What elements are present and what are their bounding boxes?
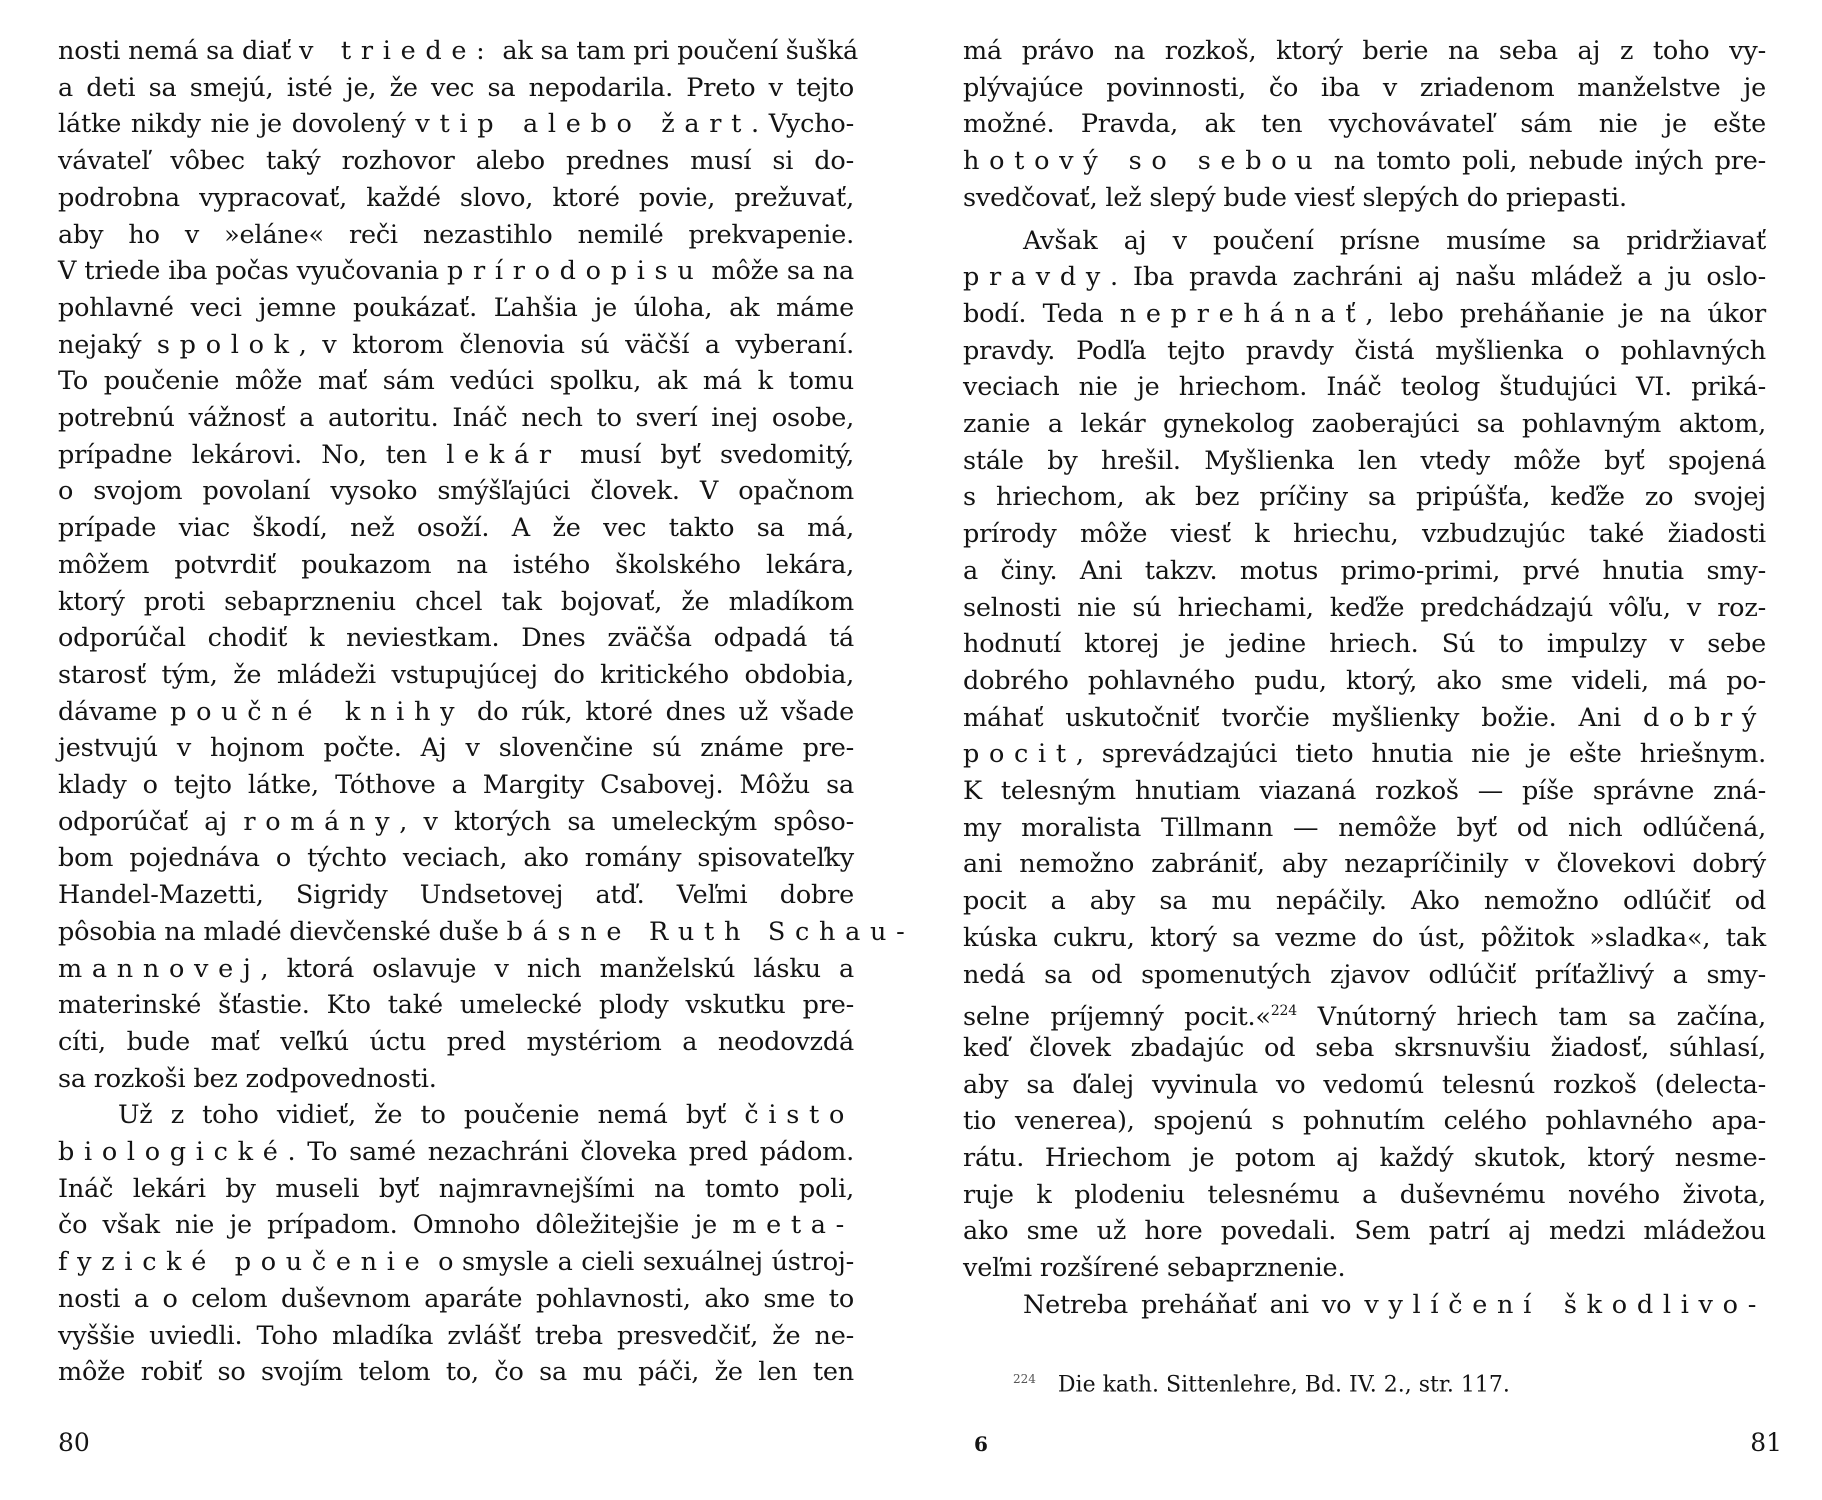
text-run: môže robiť so svojím telom to, čo sa mu páči, že len ten	[58, 1357, 854, 1388]
text-run: o smysle a cieli sexuálnej ústroj-	[429, 1247, 855, 1278]
text-run: aby ho v »eláne« reči nezastihlo nemilé prekvapenie.	[58, 219, 854, 250]
text-run: prípade viac škodí, než osoží. A že vec takto sa má,	[58, 513, 854, 544]
text-run: cíti, bude mať veľkú úctu pred mystériom a neodovzdá	[58, 1026, 854, 1057]
text-run: , lebo preháňanie je na úkor	[1365, 298, 1766, 329]
spaced-emphasis: prírodopisu	[446, 256, 704, 287]
text-line	[58, 143, 854, 180]
text-run: látke nikdy nie je dovolený	[58, 109, 416, 140]
spaced-emphasis: básne Ruth Schau-	[506, 916, 915, 947]
text-line	[58, 584, 854, 621]
text-line	[963, 957, 1766, 994]
spaced-emphasis: pravdy	[963, 262, 1110, 293]
text-line	[58, 327, 854, 364]
text-line	[58, 987, 854, 1024]
text-run: Už z toho vidieť, že to poučenie nemá byť	[118, 1100, 745, 1131]
text-line	[58, 620, 854, 657]
footnote-reference: 224	[1270, 1003, 1297, 1020]
spaced-emphasis: biologické	[58, 1137, 288, 1167]
text-run: ktorý proti sebaprzneniu chcel tak bojovať, že mladíkom	[58, 586, 854, 617]
text-run: hodnutí ktorej je jedine hriech. Sú to impulzy v sebe	[963, 629, 1766, 660]
spaced-emphasis: fyzické poučenie	[58, 1247, 430, 1278]
text-line	[963, 33, 1766, 70]
text-run: pravdy. Podľa tejto pravdy čistá myšlienka o pohlavných	[963, 335, 1766, 366]
text-run: musí byť svedomitý,	[560, 439, 855, 470]
text-run: do rúk, ktoré dnes už všade	[464, 696, 854, 727]
text-run: o svojom povolaní vysoko smýšľajúci človek. V opačnom	[58, 476, 854, 507]
text-run: klady o tejto látke, Tóthove a Margity Csabovej. Môžu sa	[58, 770, 854, 800]
text-line	[58, 106, 854, 143]
text-line	[963, 846, 1766, 883]
text-run: selnosti nie sú hriechami, keďže predchádzajú vôľu, v roz-	[963, 592, 1766, 623]
text-run: odporúčať aj	[58, 806, 244, 837]
text-line	[58, 180, 854, 217]
text-line	[963, 810, 1766, 847]
text-line	[58, 1171, 854, 1208]
spaced-emphasis: v triede:	[299, 36, 495, 66]
text-run: jestvujú v hojnom počte. Aj v slovenčine sú známe pre-	[58, 733, 854, 764]
text-line	[963, 223, 1766, 260]
text-line	[963, 479, 1766, 516]
text-run: dobrého pohlavného pudu, ktorý, ako sme videli, má po-	[963, 665, 1766, 696]
text-line	[58, 290, 854, 327]
text-run: . To samé nezachráni človeka pred pádom.	[287, 1137, 854, 1167]
text-run: nedá sa od spomenutých zjavov odlúčiť príťažlivý a smy-	[963, 959, 1766, 990]
spaced-emphasis: poučné knihy	[170, 696, 465, 727]
text-line	[963, 443, 1766, 480]
text-line	[58, 767, 854, 804]
text-line	[963, 663, 1766, 700]
text-run: veciach nie je hriechom. Ináč teolog študujúci VI. priká-	[963, 372, 1766, 403]
text-run: ak sa tam pri poučení šušká	[494, 36, 859, 66]
text-line	[58, 804, 854, 841]
text-line	[58, 547, 854, 584]
page-number-right: 81	[1750, 1428, 1782, 1457]
text-run: sa rozkoši bez zodpovednosti.	[58, 1063, 437, 1094]
text-run: keď človek zbadajúc od seba skrsnuvšiu žiadosť, súhlasí,	[963, 1032, 1766, 1063]
text-line	[58, 1354, 854, 1391]
text-run: Avšak aj v poučení prísne musíme sa pridržiavať	[1023, 225, 1766, 256]
text-line	[963, 1103, 1766, 1140]
text-line	[58, 877, 854, 914]
text-run: Vnútorný hriech tam sa začína,	[1296, 1002, 1767, 1033]
spaced-emphasis: lekár	[446, 439, 561, 470]
text-run: odporúčal chodiť k neviestkam. Dnes zväčša odpadá tá	[58, 623, 854, 654]
text-line	[58, 33, 859, 70]
text-line	[58, 510, 854, 547]
page-number-left: 80	[58, 1428, 90, 1457]
text-line	[963, 333, 1766, 370]
text-line	[963, 106, 1766, 143]
spaced-emphasis: spolok	[156, 329, 299, 360]
text-run: ani nemožno zabrániť, aby nezapríčinily v človekovi dobrý	[963, 849, 1766, 880]
text-run: , ktorá oslavuje v nich manželskú lásku a	[260, 953, 854, 984]
text-line	[58, 694, 854, 731]
text-line	[58, 1024, 854, 1061]
text-run: má právo na rozkoš, ktorý berie na seba aj z toho vy-	[963, 36, 1766, 66]
text-line	[963, 736, 1766, 773]
footnote-text: Die kath. Sittenlehre, Bd. IV. 2., str. 117.	[1057, 1372, 1510, 1398]
text-run: potrebnú vážnosť a autoritu. Ináč nech to sverí inej osobe,	[58, 403, 854, 433]
text-run: dávame	[58, 696, 171, 727]
text-line	[58, 217, 854, 254]
text-run: prírody môže viesť k hriechu, vzbudzujúc také žiadosti	[963, 519, 1766, 550]
spaced-emphasis: pocit	[963, 739, 1076, 770]
text-run: prípadne lekárovi. No, ten	[58, 439, 447, 470]
text-run: vávateľ vôbec taký rozhovor alebo prednes musí si do-	[58, 146, 854, 177]
text-run: máhať uskutočniť tvorčie myšlienky božie. Ani	[963, 702, 1643, 733]
text-line	[963, 920, 1766, 957]
text-run: Netreba preháňať ani vo	[1023, 1289, 1365, 1320]
text-run: . Vycho-	[751, 109, 854, 140]
text-run: selne príjemný pocit.«	[963, 1002, 1271, 1033]
text-line	[58, 70, 854, 107]
printer-signature-mark: 6	[974, 1432, 988, 1456]
text-run: veľmi rozšírené sebaprznenie.	[963, 1253, 1346, 1284]
text-run: kúska cukru, ktorý sa vezme do úst, pôžitok »sladka«, tak	[963, 922, 1766, 953]
spaced-emphasis: vylíčení škodlivo-	[1364, 1289, 1766, 1320]
text-run: s hriechom, ak bez príčiny sa pripúšťa, keďže zo svojej	[963, 482, 1766, 513]
text-line	[963, 70, 1766, 107]
spaced-emphasis: dobrý	[1642, 702, 1766, 733]
text-run: bom pojednáva o týchto veciach, ako romány spisovateľky	[58, 843, 854, 874]
text-run: pohlavné veci jemne poukázať. Ľahšia je úloha, ak máme	[58, 292, 854, 323]
text-run: vyššie uviedli. Toho mladíka zvlášť treba presvedčiť, že ne-	[58, 1320, 854, 1351]
footnote-marker: 224	[1013, 1372, 1036, 1386]
text-line	[58, 473, 854, 510]
text-line	[963, 143, 1766, 180]
text-run: svedčovať, lež slepý bude viesť slepých do priepasti.	[963, 182, 1627, 213]
text-line	[963, 773, 1766, 810]
text-run: To poučenie môže mať sám vedúci spolku, ak má k tomu	[58, 366, 854, 397]
text-run: môžem potvrdiť poukazom na istého školského lekára,	[58, 549, 854, 580]
text-line	[963, 1287, 1766, 1324]
text-line	[963, 1067, 1766, 1104]
spaced-emphasis: hotový so sebou	[963, 146, 1323, 177]
text-line	[963, 700, 1766, 737]
text-line	[963, 993, 1767, 1033]
text-run: na tomto poli, nebude iných pre-	[1322, 146, 1766, 177]
text-run: nosti nemá sa diať	[58, 36, 300, 66]
text-run: Handel-Mazetti, Sigridy Undsetovej atď. Veľmi dobre	[58, 880, 854, 911]
text-run: , v ktorých sa umeleckým spôso-	[399, 806, 854, 837]
text-line	[963, 883, 1766, 920]
text-line	[58, 1061, 854, 1098]
spaced-emphasis: čisto	[744, 1100, 854, 1131]
text-run: pôsobia na mladé dievčenské duše	[58, 916, 507, 947]
text-run: starosť tým, že mládeži vstupujúcej do kritického obdobia,	[58, 659, 854, 690]
text-run: ruje k plodeniu telesnému a duševnému nového života,	[963, 1179, 1766, 1210]
left-page	[58, 0, 915, 1500]
text-line	[963, 296, 1766, 333]
text-run: , v ktorom členovia sú väčší a vyberaní.	[298, 329, 854, 360]
spaced-emphasis: meta-	[732, 1210, 854, 1241]
text-run: Ináč lekári by museli byť najmravnejšími na tomto poli,	[58, 1173, 854, 1204]
text-line	[963, 1213, 1766, 1250]
text-line	[58, 914, 915, 951]
text-line	[58, 1134, 854, 1171]
text-line	[963, 1250, 1766, 1287]
text-line	[963, 180, 1766, 217]
text-run: my moralista Tillmann — nemôže byť od nich odlúčená,	[963, 812, 1766, 843]
text-line	[58, 400, 854, 437]
text-line	[58, 951, 854, 988]
text-line	[58, 1281, 854, 1318]
text-run: rátu. Hriechom je potom aj každý skutok, ktorý nesme-	[963, 1143, 1766, 1173]
text-run: materinské šťastie. Kto také umelecké plody vskutku pre-	[58, 990, 854, 1021]
spaced-emphasis: vtip alebo žart	[415, 109, 752, 140]
text-line	[58, 657, 854, 694]
text-run: nejaký	[58, 329, 157, 360]
text-line	[963, 626, 1766, 663]
text-line	[58, 363, 854, 400]
text-run: a činy. Ani takzv. motus primo-primi, prvé hnutia smy-	[963, 555, 1766, 586]
text-line	[963, 259, 1766, 296]
text-line	[58, 1097, 854, 1134]
text-line	[58, 840, 854, 877]
text-run: V triede iba počas vyučovania	[58, 256, 447, 287]
text-line	[963, 1177, 1766, 1214]
text-run: a deti sa smejú, isté je, že vec sa nepodarila. Preto v tejto	[58, 72, 854, 103]
text-run: aby sa ďalej vyvinula vo vedomú telesnú rozkoš (delecta-	[963, 1069, 1766, 1100]
text-line	[963, 1030, 1766, 1067]
text-line	[58, 730, 854, 767]
text-run: možné. Pravda, ak ten vychovávateľ sám nie je ešte	[963, 109, 1766, 140]
text-line	[58, 1244, 854, 1281]
text-run: môže sa na	[703, 256, 854, 287]
text-run: K telesným hnutiam viazaná rozkoš — píše správne zná-	[963, 776, 1766, 806]
text-run: podrobna vypracovať, každé slovo, ktoré povie, prežuvať,	[58, 182, 854, 213]
text-line	[963, 1140, 1766, 1177]
text-run: stále by hrešil. Myšlienka len vtedy môže byť spojená	[963, 445, 1766, 476]
text-run: čo však nie je prípadom. Omnoho dôležitejšie je	[58, 1210, 733, 1241]
footnote	[1013, 1364, 1510, 1400]
text-line	[58, 437, 854, 474]
text-run: . Iba pravda zachráni aj našu mládež a ju oslo-	[1110, 262, 1766, 293]
text-run: bodí. Teda	[963, 298, 1120, 329]
text-line	[58, 253, 854, 290]
text-run: plývajúce povinnosti, čo iba v zriadenom manželstve je	[963, 72, 1766, 103]
text-run: ako sme už hore povedali. Sem patrí aj medzi mládežou	[963, 1216, 1766, 1247]
text-line	[963, 516, 1766, 553]
spaced-emphasis: romány	[243, 806, 400, 837]
text-line	[963, 369, 1766, 406]
text-run: , sprevádzajúci tieto hnutia nie je ešte hriešnym.	[1075, 739, 1766, 770]
spaced-emphasis: neprehánať	[1119, 298, 1366, 329]
text-line	[963, 553, 1766, 590]
text-run: tio venerea), spojenú s pohnutím celého pohlavného apa-	[963, 1106, 1766, 1137]
text-run: nosti a o celom duševnom aparáte pohlavnosti, ako sme to	[58, 1283, 854, 1314]
text-line	[963, 590, 1766, 627]
text-run: zanie a lekár gynekolog zaoberajúci sa pohlavným aktom,	[963, 409, 1766, 439]
spaced-emphasis: mannovej	[58, 953, 261, 984]
text-run: pocit a aby sa mu nepáčily. Ako nemožno odlúčiť od	[963, 886, 1766, 917]
text-line	[58, 1318, 854, 1355]
right-page	[963, 0, 1766, 1500]
text-line	[58, 1207, 854, 1244]
text-line	[963, 406, 1766, 443]
